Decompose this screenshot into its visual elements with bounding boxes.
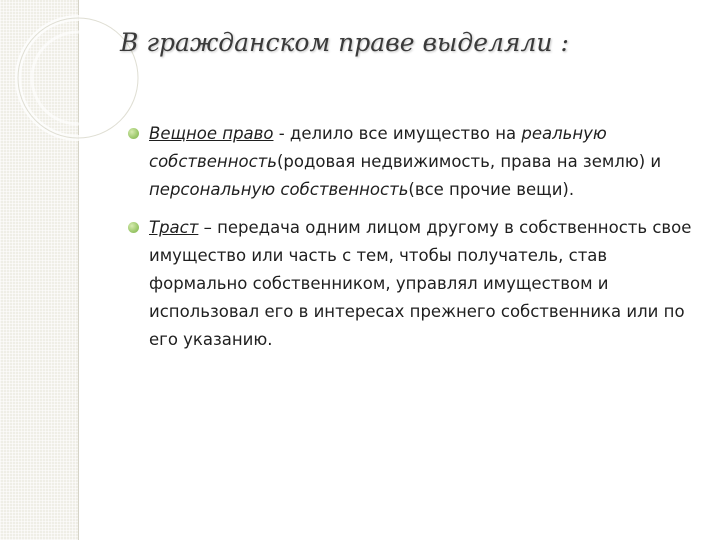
bullet-list xyxy=(128,120,698,364)
slide-title: В гражданском праве выделяли : xyxy=(120,28,569,57)
term-property-law: Вещное право xyxy=(149,124,274,143)
text-segment: (родовая недвижимость, права на землю) и xyxy=(276,152,662,171)
term-trust: Траст xyxy=(149,218,199,237)
text-segment: - делило все имущество на xyxy=(273,124,522,143)
bullet-icon xyxy=(128,128,139,139)
term-personal-property: персональную собственность xyxy=(149,180,409,199)
bullet-icon xyxy=(128,222,139,233)
text-segment: – передача одним лицом другому в собственность свое имущество или часть с тем, чтобы получатель, став формально собственником, управлял имуществом и использовал его в интересах прежнего собственника или по его указанию. xyxy=(149,218,692,349)
text-segment: (все прочие вещи). xyxy=(408,180,575,199)
term-real-property: реальную собственность xyxy=(149,124,607,171)
list-item-property-law xyxy=(128,120,698,204)
list-item-trust xyxy=(128,214,698,354)
